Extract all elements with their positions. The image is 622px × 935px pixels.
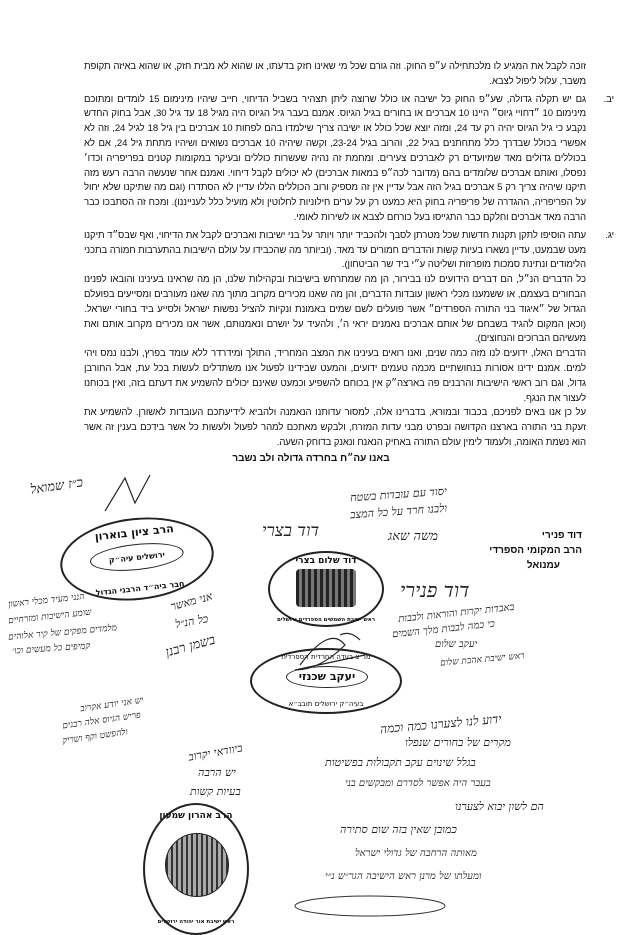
signer-city: עמנואל [526,559,560,571]
handwriting: שומע הישיבות ומזרחיים [7,607,92,627]
signature-area [0,468,622,925]
handwriting: כמובן שאין בזה שום סתירה [340,822,457,836]
stamp-top-text: מו״צ בעדה החרדית הספרדית [281,652,371,661]
handwriting: כי כמה לבבות מלך השמים [391,618,496,641]
paragraph: כל הדברים הנ״ל, הם דברים הידועים לנו בבירור, הן מה שמתרחש בישיבות ובקהילות שלנו, הן מה שראינו בעינינו והובאו לפנינו הבחורים בעצמם, או ששמענו מכלי ראשון עובדות הדברים, והן מה שאנו מכירים מקרוב מתוך מה שאנו מעורבים ומסייעים בפועלם הגדול של ״איגוד בני התורה הספרדים״ אשר פועלים לשם שמים באמונת ונקיות להציל נפשות ישראל ולסייע ביד בחורי ישראל. (וכאן המקום להגיד בשבחם של אותם אברכים נאמנים יראי ה׳, ולהעיד על יושרם ונאמנותם, אשר אנו מכירים מקרוב אותם ואת מעשיהם הברוכים והנחוצים). [84,274,586,345]
stamp-rabbi-aharon [143,803,249,935]
handwriting: מאותה הרחבה של גדולי ישראל [355,847,477,859]
numbered-item-12 [84,93,614,226]
stamp-center-text: ירושלים עיה״ק [89,539,185,575]
handwriting: בעבר היה אפשר לסדרם ומבקשים בני [345,777,491,789]
handwriting: מקרים של בחורים שנפלו [405,735,511,749]
signer-name: דוד פנירי [541,529,582,541]
handwriting: מלמדים מפקים של קיר אלוהים [7,622,118,643]
handwriting: כל הנ״ל [174,611,210,631]
handwriting: אני מאשר [169,589,214,614]
handwriting: יעקב שלום [435,638,478,650]
signature-block-paniri [489,528,582,573]
handwriting: ומעלתו של מרנן ראש הישיבה הגר״ש נ״י [325,870,482,882]
signature-scribble [100,473,160,513]
handwriting: יש הרבה [198,765,236,779]
stamp-rabbi-batzri [268,551,384,627]
handwriting: באבדות יקרות והוראות ולבבות [397,601,515,625]
handwriting: כ״ז שמואל [29,475,85,498]
stamp-center-text: יעקב שכנזי [286,666,368,688]
handwriting: בעיות קשות [190,784,241,798]
handwriting: יש אני יודע אקרוב [79,695,145,715]
closing-line: באנו עה״ח בחרדה גדולה ולב נשבר [232,452,390,464]
handwriting: הנני מעיד מכלי ראשון [7,591,85,610]
paragraph: על כן אנו באים לפניכם, בכבוד ובמורא, בדברינו אלה, למסור עדותנו הנאמנה ולהביא לידיעתכם העובדות לאשורן. להשמיע את זעקת בני התורה בארצנו הקדושה ובפרט מבני עדות המזרח, ולבקש מאתכם למהר לפעול ולעשות כל אשר בידכם בענין זה אשר הוא נשמת האומה, ולעמוד לימין עולם התורה באחיק הנאנח ונאנק בדוחק השעה. [84,407,586,448]
stamp-top-text: דוד שלום בצרי [295,555,357,566]
stamp-top-text: הרב אהרון שמעון [159,810,233,821]
handwriting: דוד בצרי [262,520,320,541]
item-number: יב. [603,93,614,105]
item-number: יג. [605,229,614,241]
stamp-bottom-text: חבר ביה״ד הרבני הגדול [95,578,185,598]
stamp-bottom-text: בעיה״ק ירושלים תובב״א [288,699,364,708]
handwriting: הם לשון יבוא לצערנו [455,799,544,813]
item-text: עתה הוסיפו לתקן תקנות חדשות שכל מטרתן לסבך ולהכביד יותר ויותר על בני ישיבות ואברכים לקבל את הדיחוי, ואף שבס״ד תיקנו מעט שבמעט, עדיין נשארו בעיות קשות והדברים חמורים עד מאד. (וביותר מה שהכבידו על עולם הישיבות בהתערבות חמורה בתכני הלימודים ונתינת סמכות מופרזות ושליטה ע״י ביד שר הביטחון). [84,229,586,271]
handwriting: ביוודאי יקרוב [187,741,244,764]
stamp-top-text: הרב ציון בוארון [94,521,175,543]
signature-scribble [290,890,490,920]
handwriting: ולבנו חרד על כל המצב [349,501,448,522]
handwriting: יסוד עם עובדות בשטח [349,484,448,505]
handwriting: ראש ישיבת אהבת שלום [439,651,526,669]
numbered-item-13 [84,229,614,273]
handwriting: קמיפים כל מעשים וכו׳ [11,640,91,657]
letter-body [84,0,614,451]
stamp-bottom-text: ראש ישיבת אור יהודה ירושלים [157,918,235,925]
handwriting: בגלל שינוים עקב תקבולות בפשיטות [325,755,476,769]
handwriting: פריש הגיוס אלה רבנים [61,710,142,732]
signer-title: הרב המקומי הספרדי [489,544,582,556]
handwriting: בשמן רבנן [164,632,218,661]
handwriting: ולהפשט וקף ושריק [61,727,129,747]
item-text: גם יש תקלה גדולה, שע״פ החוק כל ישיבה או כולל שרוצה ליתן תצהיר בשביל הדיחוי, חייב שיהיו מינימום 15 לומדים ומתוכם מינימום 10 ״דחויי גיוס״ היינו 10 אברכים או בחורים בגיל הגיוס. אמנם בעבר גיל הגיוס היה מגיל 18 עד גיל 30, אבל בחוק החדש נקבע כי גיל הגיוס יהיה רק עד 24, ומזה יוצא שכל כולל או ישיבה צריך שילמדו בהם לפחות 10 אברכים בין גיל 18 לגיל 24, וזה לא אפשרי בכולל שבדרך כלל מתחתנים בגיל 22, והרוב בגיל 23-24, וקשה שיהיה 10 אברכים נשואים ושיהיו מתחת גיל 24, אם לא בכוללים גדולים מאד שמיועדים רק לאברכים צעירים. ומחמת זה נהיה שעשרות כוללים ובעיקר במקומות קטנים בפריפריה וכדו׳ נפסלו, ואותם אברכים שלומדים בהם (מדובר לכה״פ במאות אברכים) לא יכולים לקבל דיחוי. ואמנם אחר שנעשה הרבה רעש מזה תיקנו שיהיה צריך רק 5 אברכים בגיל הזה אבל עדיין אין זה מספיק ורוב הכוללים הללו עדיין לא הסתדרו (וגם מה שתיקנו שלא יחול על הפריפריה, ההגדרה של פריפריה בחוק היא כמעט רק על ערים חילוניות לחלוטין ולא מועיל כלל לענייננו). ומכח זה הסתבכו כבר הרבה מאד אברכים וחלקם כבר התגייסו בעל כורחם לצבא או לשירות לאומי. [84,93,587,223]
building-emblem [296,569,356,607]
handwriting: דוד פנירי [400,577,470,602]
intro-paragraph: זוכה לקבל את המגיע לו מלכתחילה ע״פ החוק. וזה גורם שכל מי שאינו חזק בדעתו, או שהוא לא מבית חזק, או שהוא באיזה תקופת משבר, עלול ליפול לצבא. [84,61,586,87]
signature-scribble [290,625,370,675]
handwriting: משה שאג [388,528,438,544]
building-emblem [165,833,229,897]
paragraph: הדברים האלו, ידועים לנו מזה כמה שנים, ואנו רואים בעינינו את המצב המחריד, התולך ומידרדר ללא עומד בפרץ, ולבנו נמס ויהי למים. אמנם ידינו אסורות בנחושתיים מכמה טעמים ידועים, והמעט שבידינו לפעול אנו משתדלים לעשות בכל עת, אבל החורבן גדול, וגם רוב ראשי הישיבות והרבנים פה בארצה״ק אין בכוחם להשפיע וכמעט שאינם יכולים להשמיע את דעתם בזה, ואין בכוחנו לעצור את הנגף. [84,348,586,404]
stamp-bottom-text: ראש ישיבת השמשים הספרדים ירושלים [276,616,376,623]
handwriting: ידוע לנו לצערנו כמה וכמה [379,711,503,736]
